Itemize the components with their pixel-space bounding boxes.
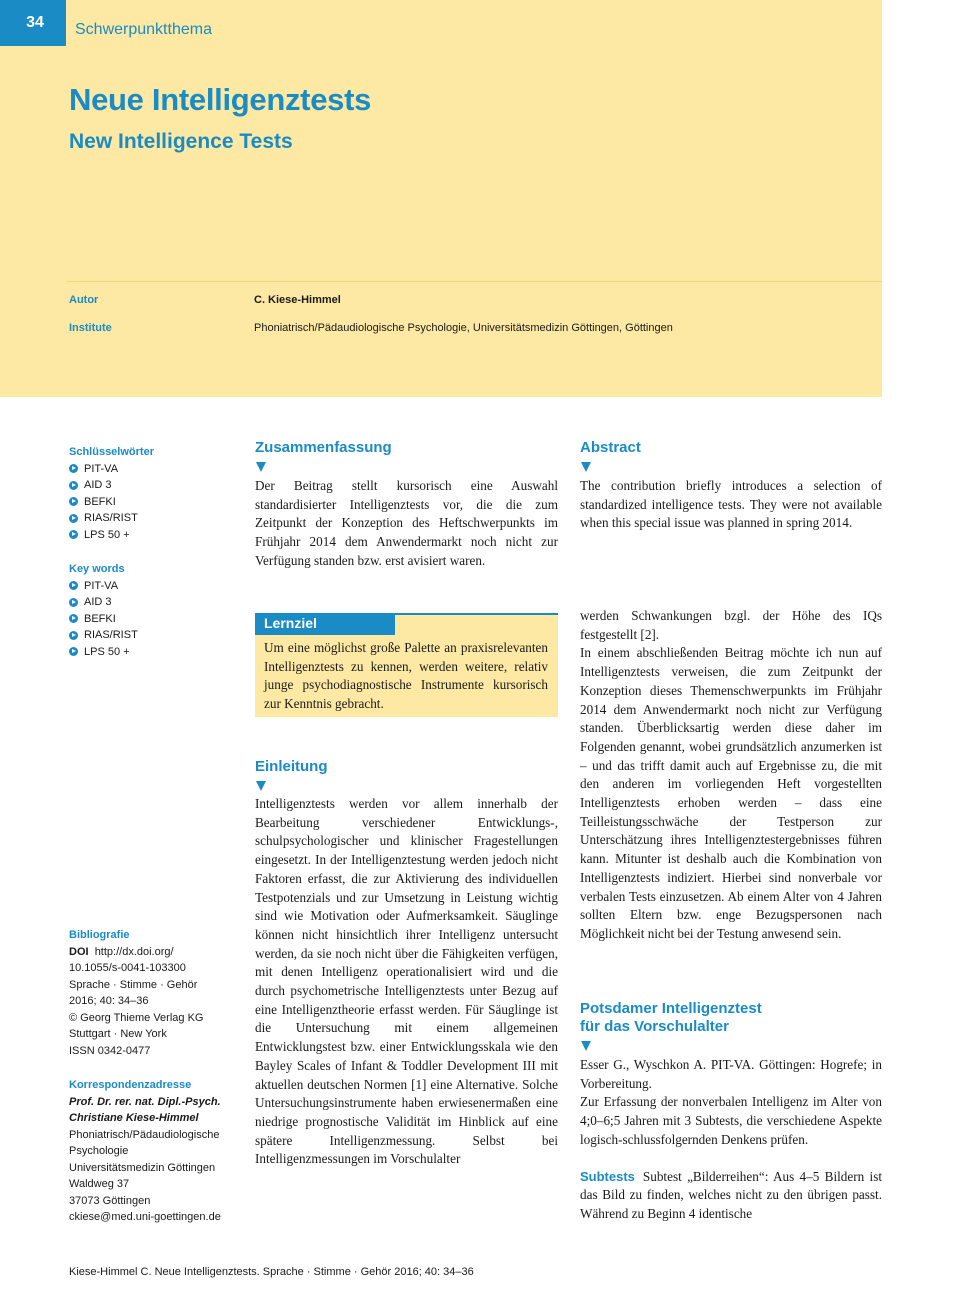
body-text-continuation [580,607,882,944]
correspondence-block [69,1077,249,1226]
lernziel-text: Um eine möglichst große Palette an praxisrelevanten Intelligenztests zu kennen, werden weitere, relativ junge psychodiagnostische Instrumente kursorisch zur Kenntnis gebracht. [264,640,548,712]
bibliography-block [69,927,244,1059]
keyword-item: AID 3 [69,594,244,611]
bullet-arrow-icon [69,497,78,506]
section-arrow-icon [581,1041,591,1051]
keyword-item: LPS 50 + [69,527,244,544]
reference: Esser G., Wyschkon A. PIT-VA. Göttingen: Hogrefe; in Vorbereitung. [580,1057,882,1091]
section-arrow-icon [581,462,591,472]
divider [66,281,882,282]
keyword-item: PIT-VA [69,461,244,478]
address-line: Universitätsmedizin Göttingen [69,1161,216,1174]
bullet-arrow-icon [69,647,78,656]
address-line: Waldweg 37 [69,1178,130,1190]
bullet-arrow-icon [69,598,78,607]
abstract-text: The contribution briefly introduces a selection of standardized intelligence tests. They were not available when this special issue was planned in spring 2014. [580,478,882,531]
abstract-heading: Abstract [580,439,641,456]
bullet-arrow-icon [69,530,78,539]
address-line: 37073 Göttingen [69,1194,151,1207]
keywords-de-heading: Schlüsselwörter [69,446,154,458]
einleitung-heading: Einleitung [255,758,328,775]
keywords-en-heading: Key words [69,563,125,575]
potsdamer-heading: Potsdamer Intelligenztest für das Vorschulalter [580,1000,762,1035]
institute-label: Institute [69,322,112,334]
bib-line: Stuttgart · New York [69,1028,167,1040]
bullet-arrow-icon [69,464,78,473]
paragraph: werden Schwankungen bzgl. der Höhe des IQs festgestellt [2]. [580,608,882,642]
keyword-item: LPS 50 + [69,644,244,661]
page-number: 34 [0,0,66,46]
zusammenfassung-text: Der Beitrag stellt kursorisch eine Auswahl standardisierter Intelligenztests vor, die die zum Zeitpunkt der Konzeption des Heftschwerpunkts im Frühjahr 2014 dem Anwendermarkt noch nicht zur Verfügung standen bzw. erst avisiert waren. [255,478,558,568]
keywords-sidebar [69,444,244,660]
page-header [0,0,882,46]
email-link[interactable]: ckiese@med.uni-goettingen.de [69,1211,221,1223]
correspondence-name: Prof. Dr. rer. nat. Dipl.-Psych. [69,1095,221,1108]
keyword-item: PIT-VA [69,578,244,595]
institute-name: Phoniatrisch/Pädaudiologische Psychologie, Universitätsmedizin Göttingen, Göttingen [254,322,673,334]
subtests-label: Subtests [580,1168,635,1184]
bibliography-heading: Bibliografie [69,929,130,941]
einleitung-text: Intelligenztests werden vor allem innerhalb der Bearbeitung verschiedener Entwicklungs-, schulpsychologischer und klinischer Fragestellungen eingesetzt. In der Intelligenztestung werden jedoch nicht Faktoren erfasst, die zur Aktivierung des individuellen Testpotenzials und zur Umsetzung in Leistung wichtig sind wie Motivation oder Aufmerksamkeit. Säuglinge können nicht hinsichtlich ihrer Intelligenz untersucht werden, da sie noch nicht über die Fähigkeiten verfügen, mit denen Intelligenz operationalisiert wird und die durch psychometrische Intelligenztests unter Bezug auf eine Intelligenztheorie erfasst werden. Für Säuglinge ist die Untersuchung mit einem allgemeinen Entwicklungstest bzw. einer Entwicklungsskala wie den Bayley Scales of Infant & Toddler Development III mit aktuellen deutschen Normen [1] eine Alternative. Solche Untersuchungsinstrumente haben erwiesenermaßen eine niedrige prognostische Validität im Hinblick auf eine spätere Intelligenzmessung. Selbst bei Intelligenzmessungen im Vorschulalter [255,796,558,1167]
keyword-item: RIAS/RIST [69,510,244,527]
article-title-english: New Intelligence Tests [69,130,293,153]
bullet-arrow-icon [69,481,78,490]
section-label: Schwerpunktthema [75,21,212,38]
article-title: Neue Intelligenztests [69,82,372,117]
paragraph: Zur Erfassung der nonverbalen Intelligenz im Alter von 4;0–6;5 Jahren mit 3 Subtests, die verschiedene Aspekte logisch-schlussfolgernden Denkens prüfen. [580,1094,882,1147]
bullet-arrow-icon [69,581,78,590]
section-arrow-icon [256,462,266,472]
address-line: Phoniatrisch/Pädaudiologische [69,1128,220,1141]
keyword-item: BEFKI [69,494,244,511]
bullet-arrow-icon [69,631,78,640]
subtests-paragraph: Subtests Subtest „Bilderreihen“: Aus 4–5 Bildern ist das Bild zu finden, welches nicht zu den übrigen passt. Während zu Beginn 4 identische [580,1168,882,1221]
bib-line: Sprache · Stimme · Gehör [69,978,198,991]
footer-citation: Kiese-Himmel C. Neue Intelligenztests. Sprache · Stimme · Gehör 2016; 40: 34–36 [69,1266,474,1278]
bib-line: © Georg Thieme Verlag KG [69,1011,204,1024]
keyword-item: BEFKI [69,611,244,628]
address-line: Psychologie [69,1145,129,1157]
section-arrow-icon [256,781,266,791]
bib-line: 2016; 40: 34–36 [69,995,149,1007]
keyword-item: AID 3 [69,477,244,494]
author-label: Autor [69,294,99,306]
doi-line: DOI http://dx.doi.org/ [69,945,174,958]
title-band [0,0,882,397]
lernziel-rule [395,613,558,615]
correspondence-heading: Korrespondenzadresse [69,1079,192,1091]
bullet-arrow-icon [69,514,78,523]
bib-line: 10.1055/s-0041-103300 [69,962,186,974]
potsdamer-body [580,1056,882,1224]
bullet-arrow-icon [69,614,78,623]
correspondence-name: Christiane Kiese-Himmel [69,1112,199,1124]
paragraph: In einem abschließenden Beitrag möchte ich nun auf Intelligenztests verweisen, die zum Zeitpunkt der Konzeption dieses Themenschwerpunkts im Frühjahr 2014 dem Anwendermarkt noch nicht zur Verfügung standen. Überblicksartig werden diese daher im Folgenden genannt, wobei grundsätzlich anzumerken ist – und das trifft damit auch auf Ergebnisse zu, die mit den anderen im vorliegenden Heft vorgestellten Intelligenztests erhoben werden – dass eine Teilleistungsschwäche der Testperson zur Unterschätzung ihres Intelligenztestergebnisses führen kann. Mitunter ist deshalb auch die Kombination von Intelligenztests indiziert. Hierbei sind nonverbale vor verbalen Tests einzusetzen. Ab einem Alter von 4 Jahren sollten Eltern bzw. enge Bezugspersonen nach Möglichkeit nicht bei der Testung anwesend sein. [580,645,882,941]
zusammenfassung-heading: Zusammenfassung [255,439,392,456]
bib-line: ISSN 0342-0477 [69,1044,151,1057]
keyword-item: RIAS/RIST [69,627,244,644]
lernziel-heading: Lernziel [255,613,395,635]
author-name: C. Kiese-Himmel [254,294,341,306]
